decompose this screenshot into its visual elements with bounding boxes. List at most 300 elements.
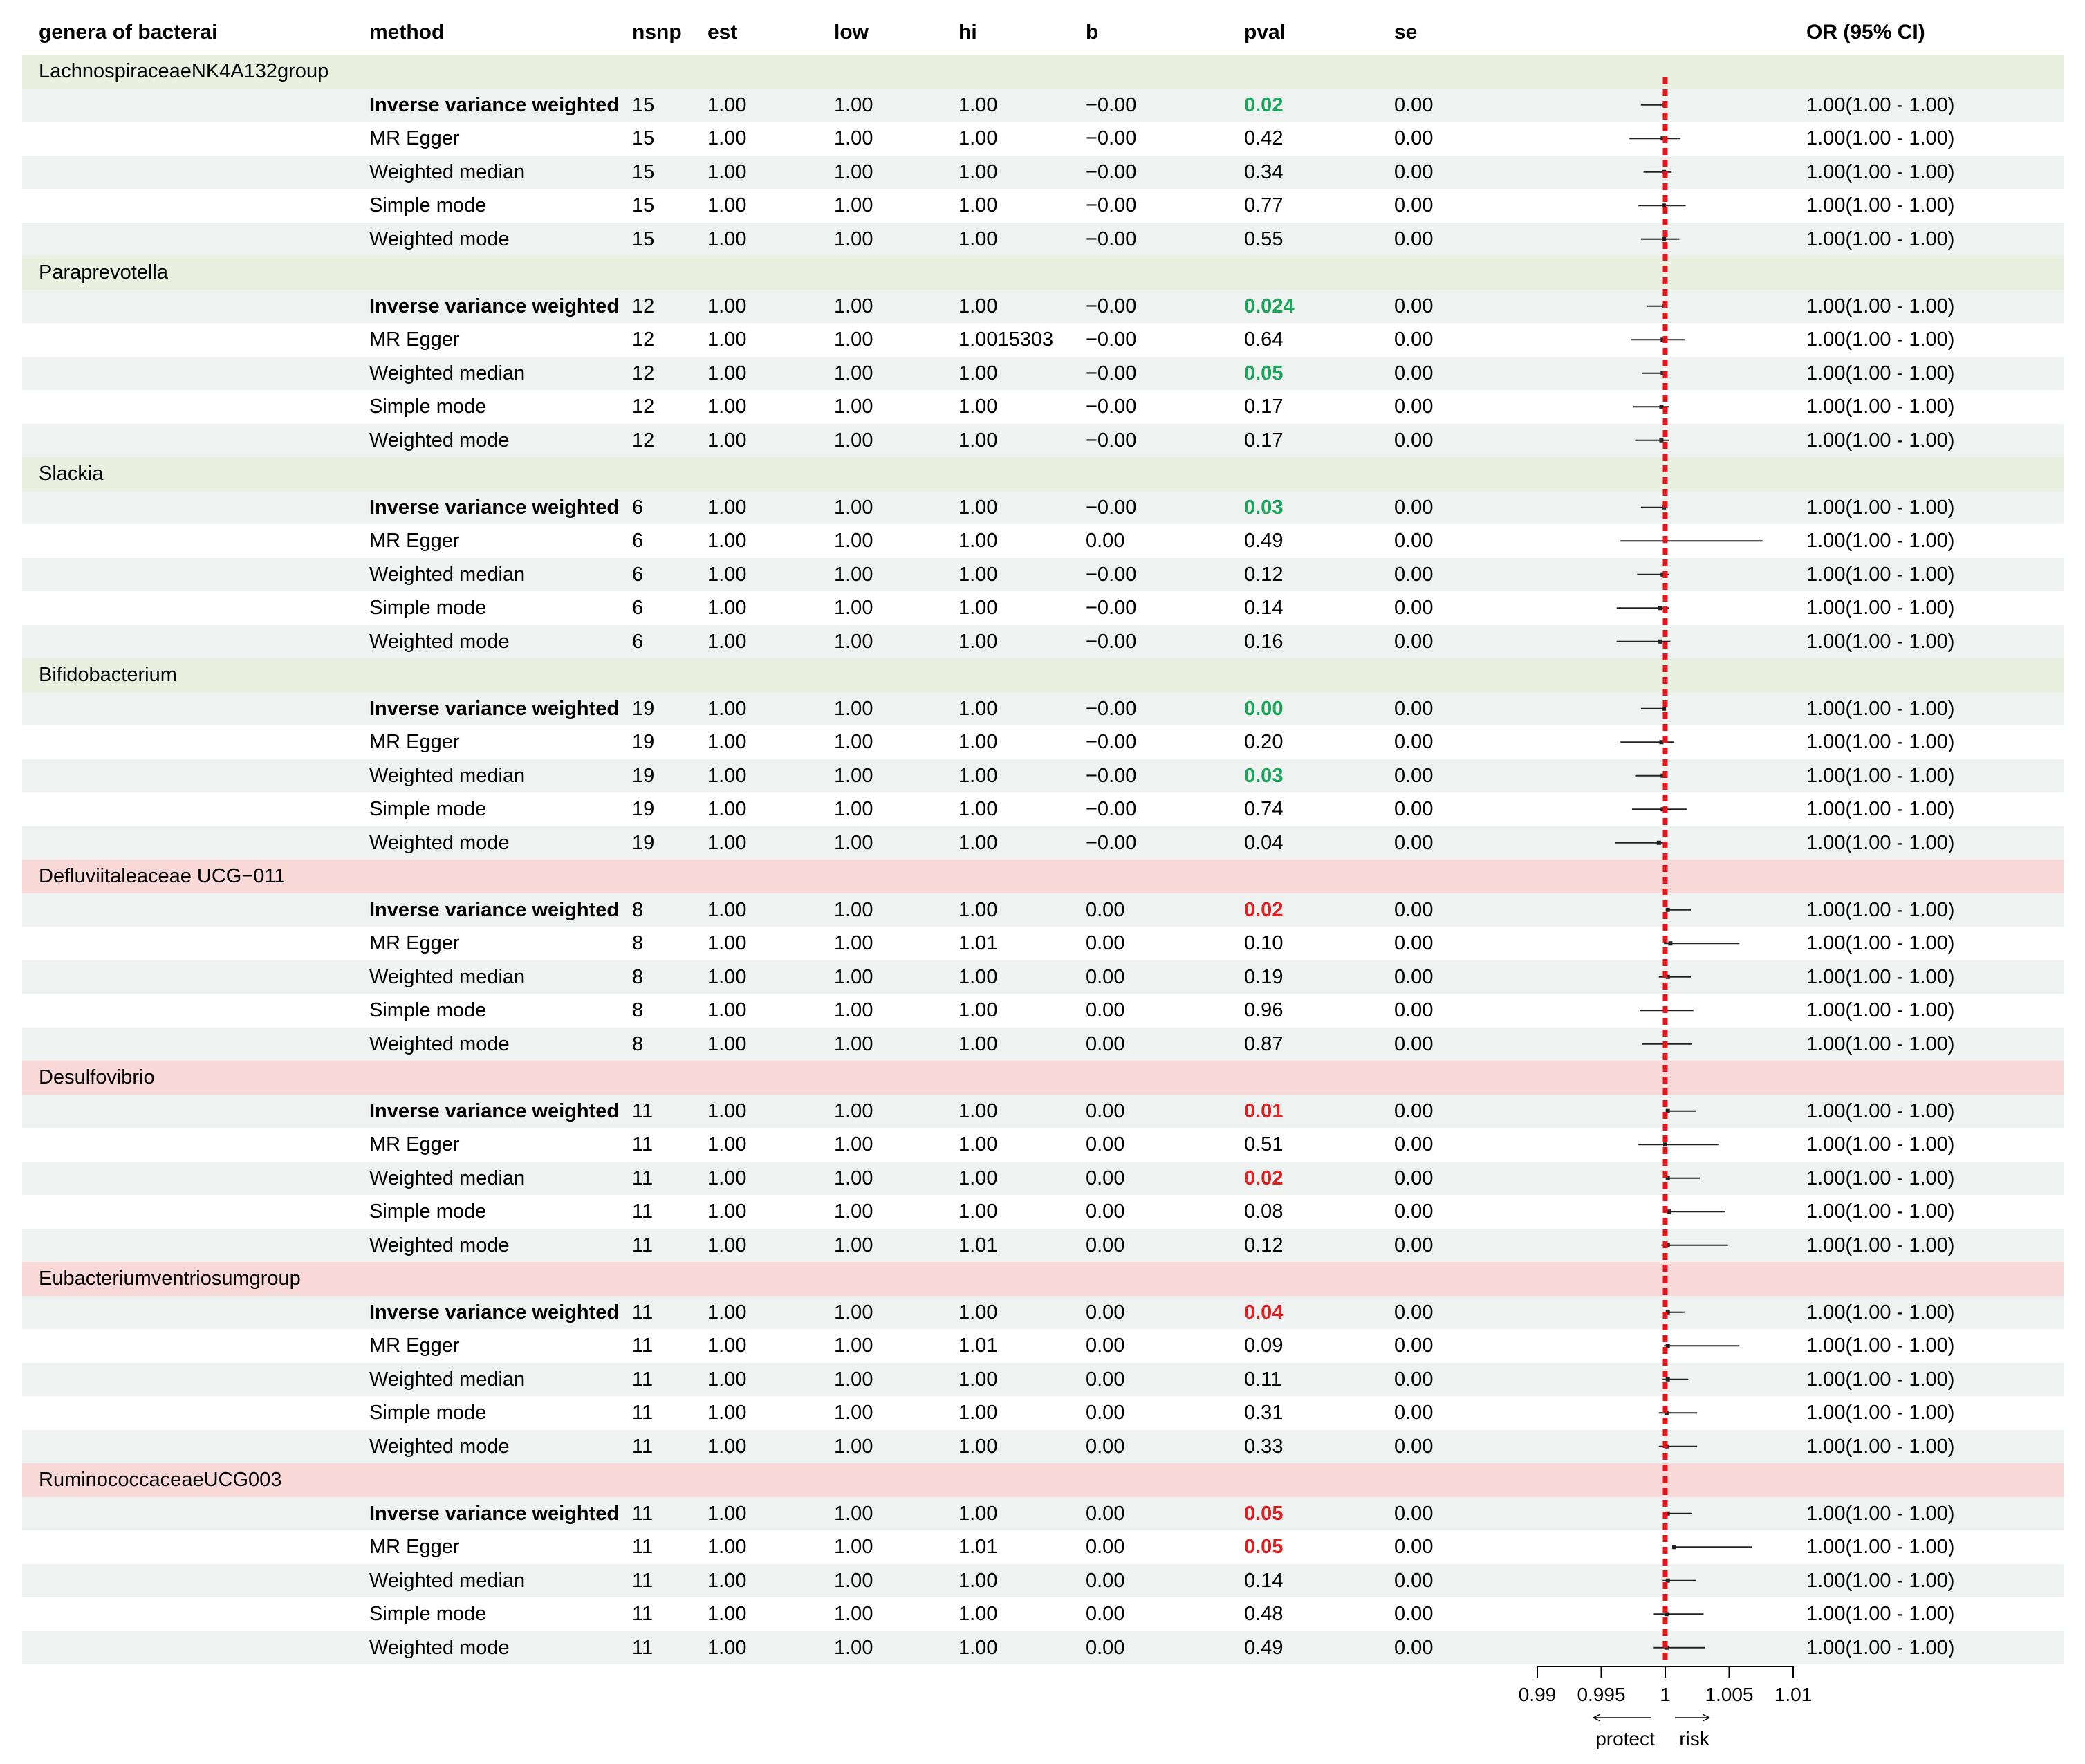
hi-cell: 1.00 <box>958 228 998 250</box>
b-cell: −0.00 <box>1086 496 1137 519</box>
method-cell: Simple mode <box>369 396 487 418</box>
nsnp-cell: 11 <box>632 1569 654 1592</box>
se-cell: 0.00 <box>1394 563 1434 586</box>
nsnp-cell: 11 <box>632 1099 654 1122</box>
b-cell: 0.00 <box>1086 1234 1125 1256</box>
method-cell: Weighted mode <box>369 1032 510 1055</box>
hi-cell: 1.00 <box>958 563 998 586</box>
low-cell: 1.00 <box>834 362 873 384</box>
genus-label: Bifidobacterium <box>39 664 177 686</box>
method-cell: Simple mode <box>369 999 487 1021</box>
pval-cell: 0.16 <box>1244 630 1284 653</box>
x-tick-label: 0.99 <box>1518 1684 1557 1705</box>
nsnp-cell: 15 <box>632 194 655 216</box>
se-cell: 0.00 <box>1394 496 1434 519</box>
low-cell: 1.00 <box>834 831 873 854</box>
hi-cell: 1.00 <box>958 1402 998 1424</box>
x-tick-label: 1 <box>1660 1684 1671 1705</box>
hi-cell: 1.00 <box>958 496 998 519</box>
method-cell: Simple mode <box>369 597 487 619</box>
hi-cell: 1.00 <box>958 764 998 787</box>
b-cell: −0.00 <box>1086 697 1137 720</box>
pval-cell: 0.87 <box>1244 1032 1284 1055</box>
or-cell: 1.00(1.00 - 1.00) <box>1806 1636 1955 1659</box>
est-cell: 1.00 <box>707 1636 747 1659</box>
pval-cell: 0.34 <box>1244 160 1284 183</box>
est-cell: 1.00 <box>707 127 747 149</box>
pval-cell: 0.05 <box>1244 1502 1284 1525</box>
nsnp-cell: 12 <box>632 396 655 418</box>
se-cell: 0.00 <box>1394 1368 1434 1391</box>
or-cell: 1.00(1.00 - 1.00) <box>1806 697 1955 720</box>
low-cell: 1.00 <box>834 1099 873 1122</box>
est-cell: 1.00 <box>707 1502 747 1525</box>
nsnp-cell: 11 <box>632 1402 654 1424</box>
genus-label: Paraprevotella <box>39 261 168 284</box>
method-cell: MR Egger <box>369 530 460 552</box>
x-tick-label: 1.005 <box>1705 1684 1754 1705</box>
low-cell: 1.00 <box>834 228 873 250</box>
b-cell: 0.00 <box>1086 1435 1125 1458</box>
nsnp-cell: 15 <box>632 228 655 250</box>
method-cell: MR Egger <box>369 1335 460 1357</box>
point-estimate <box>1663 1142 1667 1146</box>
nsnp-cell: 8 <box>632 999 644 1021</box>
method-cell: Weighted median <box>369 1167 526 1189</box>
est-cell: 1.00 <box>707 1536 747 1558</box>
se-cell: 0.00 <box>1394 429 1434 452</box>
or-cell: 1.00(1.00 - 1.00) <box>1806 831 1955 854</box>
pval-cell: 0.02 <box>1244 93 1284 116</box>
nsnp-cell: 8 <box>632 1032 644 1055</box>
se-cell: 0.00 <box>1394 1167 1434 1189</box>
nsnp-cell: 12 <box>632 328 655 351</box>
pval-cell: 0.17 <box>1244 429 1284 452</box>
or-cell: 1.00(1.00 - 1.00) <box>1806 295 1955 317</box>
pval-cell: 0.64 <box>1244 328 1284 351</box>
point-estimate <box>1662 237 1666 241</box>
se-cell: 0.00 <box>1394 1603 1434 1625</box>
se-cell: 0.00 <box>1394 93 1434 116</box>
method-cell: Weighted median <box>369 764 526 787</box>
or-cell: 1.00(1.00 - 1.00) <box>1806 1368 1955 1391</box>
b-cell: 0.00 <box>1086 530 1125 552</box>
est-cell: 1.00 <box>707 597 747 619</box>
est-cell: 1.00 <box>707 1402 747 1424</box>
hi-cell: 1.00 <box>958 160 998 183</box>
hi-cell: 1.01 <box>958 932 998 954</box>
hi-cell: 1.00 <box>958 597 998 619</box>
pval-cell: 0.33 <box>1244 1435 1284 1458</box>
protect-label: protect <box>1595 1728 1655 1749</box>
method-cell: Weighted median <box>369 563 526 586</box>
low-cell: 1.00 <box>834 731 873 753</box>
hi-cell: 1.00 <box>958 731 998 753</box>
nsnp-cell: 19 <box>632 764 655 787</box>
se-cell: 0.00 <box>1394 999 1434 1021</box>
pval-cell: 0.42 <box>1244 127 1284 149</box>
or-cell: 1.00(1.00 - 1.00) <box>1806 1502 1955 1525</box>
b-cell: 0.00 <box>1086 1402 1125 1424</box>
b-cell: −0.00 <box>1086 127 1137 149</box>
hi-cell: 1.00 <box>958 999 998 1021</box>
se-cell: 0.00 <box>1394 1133 1434 1155</box>
b-cell: −0.00 <box>1086 630 1137 653</box>
hi-cell: 1.01 <box>958 1335 998 1357</box>
pval-cell: 0.01 <box>1244 1099 1284 1122</box>
method-cell: Weighted median <box>369 362 526 384</box>
b-cell: 0.00 <box>1086 999 1125 1021</box>
est-cell: 1.00 <box>707 1301 747 1324</box>
nsnp-cell: 12 <box>632 295 655 317</box>
b-cell: 0.00 <box>1086 1200 1125 1223</box>
hi-cell: 1.00 <box>958 530 998 552</box>
est-cell: 1.00 <box>707 1335 747 1357</box>
or-cell: 1.00(1.00 - 1.00) <box>1806 1402 1955 1424</box>
se-cell: 0.00 <box>1394 328 1434 351</box>
low-cell: 1.00 <box>834 1435 873 1458</box>
est-cell: 1.00 <box>707 697 747 720</box>
pval-cell: 0.08 <box>1244 1200 1284 1223</box>
low-cell: 1.00 <box>834 1536 873 1558</box>
se-cell: 0.00 <box>1394 798 1434 820</box>
point-estimate <box>1668 941 1672 945</box>
nsnp-cell: 6 <box>632 630 644 653</box>
nsnp-cell: 11 <box>632 1502 654 1525</box>
nsnp-cell: 11 <box>632 1536 654 1558</box>
hi-cell: 1.00 <box>958 965 998 988</box>
hi-cell: 1.00 <box>958 1636 998 1659</box>
b-cell: 0.00 <box>1086 898 1125 921</box>
hi-cell: 1.00 <box>958 1603 998 1625</box>
pval-cell: 0.12 <box>1244 1234 1284 1256</box>
header-method: method <box>369 21 445 44</box>
se-cell: 0.00 <box>1394 1234 1434 1256</box>
low-cell: 1.00 <box>834 1368 873 1391</box>
method-cell: Weighted median <box>369 1569 526 1592</box>
or-cell: 1.00(1.00 - 1.00) <box>1806 1301 1955 1324</box>
pval-cell: 0.04 <box>1244 1301 1284 1324</box>
b-cell: −0.00 <box>1086 328 1137 351</box>
se-cell: 0.00 <box>1394 1502 1434 1525</box>
genus-label: Slackia <box>39 463 104 485</box>
se-cell: 0.00 <box>1394 127 1434 149</box>
nsnp-cell: 19 <box>632 731 655 753</box>
point-estimate <box>1672 1545 1676 1549</box>
low-cell: 1.00 <box>834 1301 873 1324</box>
b-cell: 0.00 <box>1086 1636 1125 1659</box>
method-cell: MR Egger <box>369 127 460 149</box>
method-cell: Weighted median <box>369 965 526 988</box>
nsnp-cell: 19 <box>632 697 655 720</box>
low-cell: 1.00 <box>834 1569 873 1592</box>
b-cell: 0.00 <box>1086 1133 1125 1155</box>
nsnp-cell: 8 <box>632 965 644 988</box>
hi-cell: 1.00 <box>958 396 998 418</box>
pval-cell: 0.49 <box>1244 1636 1284 1659</box>
nsnp-cell: 11 <box>632 1603 654 1625</box>
se-cell: 0.00 <box>1394 1536 1434 1558</box>
hi-cell: 1.00 <box>958 93 998 116</box>
est-cell: 1.00 <box>707 1234 747 1256</box>
or-cell: 1.00(1.00 - 1.00) <box>1806 1032 1955 1055</box>
low-cell: 1.00 <box>834 1603 873 1625</box>
se-cell: 0.00 <box>1394 1200 1434 1223</box>
or-cell: 1.00(1.00 - 1.00) <box>1806 127 1955 149</box>
pval-cell: 0.03 <box>1244 496 1284 519</box>
hi-cell: 1.00 <box>958 1301 998 1324</box>
se-cell: 0.00 <box>1394 764 1434 787</box>
hi-cell: 1.00 <box>958 194 998 216</box>
point-estimate <box>1659 438 1663 443</box>
est-cell: 1.00 <box>707 898 747 921</box>
or-cell: 1.00(1.00 - 1.00) <box>1806 731 1955 753</box>
se-cell: 0.00 <box>1394 697 1434 720</box>
header-genus: genera of bacterai <box>39 21 218 44</box>
se-cell: 0.00 <box>1394 965 1434 988</box>
nsnp-cell: 19 <box>632 831 655 854</box>
est-cell: 1.00 <box>707 1368 747 1391</box>
method-cell: Simple mode <box>369 194 487 216</box>
nsnp-cell: 11 <box>632 1167 654 1189</box>
hi-cell: 1.00 <box>958 831 998 854</box>
method-cell: Weighted mode <box>369 1435 510 1458</box>
b-cell: 0.00 <box>1086 1368 1125 1391</box>
genus-label: Eubacteriumventriosumgroup <box>39 1268 301 1290</box>
b-cell: 0.00 <box>1086 1569 1125 1592</box>
low-cell: 1.00 <box>834 1200 873 1223</box>
pval-cell: 0.17 <box>1244 396 1284 418</box>
low-cell: 1.00 <box>834 93 873 116</box>
or-cell: 1.00(1.00 - 1.00) <box>1806 429 1955 452</box>
nsnp-cell: 11 <box>632 1368 654 1391</box>
hi-cell: 1.00 <box>958 1435 998 1458</box>
est-cell: 1.00 <box>707 396 747 418</box>
hi-cell: 1.00 <box>958 1200 998 1223</box>
genus-label: RuminococcaceaeUCG003 <box>39 1469 282 1491</box>
est-cell: 1.00 <box>707 93 747 116</box>
est-cell: 1.00 <box>707 798 747 820</box>
low-cell: 1.00 <box>834 127 873 149</box>
se-cell: 0.00 <box>1394 1435 1434 1458</box>
or-cell: 1.00(1.00 - 1.00) <box>1806 1536 1955 1558</box>
pval-cell: 0.04 <box>1244 831 1284 854</box>
point-estimate <box>1657 841 1661 845</box>
b-cell: −0.00 <box>1086 798 1137 820</box>
low-cell: 1.00 <box>834 295 873 317</box>
low-cell: 1.00 <box>834 999 873 1021</box>
b-cell: −0.00 <box>1086 429 1137 452</box>
or-cell: 1.00(1.00 - 1.00) <box>1806 563 1955 586</box>
b-cell: 0.00 <box>1086 932 1125 954</box>
point-estimate <box>1658 640 1662 644</box>
nsnp-cell: 8 <box>632 898 644 921</box>
est-cell: 1.00 <box>707 1167 747 1189</box>
se-cell: 0.00 <box>1394 1569 1434 1592</box>
hi-cell: 1.00 <box>958 1368 998 1391</box>
nsnp-cell: 11 <box>632 1435 654 1458</box>
hi-cell: 1.00 <box>958 362 998 384</box>
nsnp-cell: 6 <box>632 597 644 619</box>
hi-cell: 1.00 <box>958 898 998 921</box>
method-cell: Simple mode <box>369 1402 487 1424</box>
pval-cell: 0.20 <box>1244 731 1284 753</box>
nsnp-cell: 6 <box>632 496 644 519</box>
method-cell: MR Egger <box>369 328 460 351</box>
or-cell: 1.00(1.00 - 1.00) <box>1806 1435 1955 1458</box>
low-cell: 1.00 <box>834 630 873 653</box>
b-cell: 0.00 <box>1086 965 1125 988</box>
est-cell: 1.00 <box>707 1099 747 1122</box>
nsnp-cell: 12 <box>632 429 655 452</box>
se-cell: 0.00 <box>1394 731 1434 753</box>
hi-cell: 1.00 <box>958 1133 998 1155</box>
low-cell: 1.00 <box>834 496 873 519</box>
est-cell: 1.00 <box>707 194 747 216</box>
or-cell: 1.00(1.00 - 1.00) <box>1806 328 1955 351</box>
low-cell: 1.00 <box>834 1502 873 1525</box>
point-estimate <box>1658 606 1662 610</box>
nsnp-cell: 6 <box>632 530 644 552</box>
low-cell: 1.00 <box>834 1636 873 1659</box>
b-cell: −0.00 <box>1086 731 1137 753</box>
hi-cell: 1.00 <box>958 630 998 653</box>
method-cell: MR Egger <box>369 731 460 753</box>
est-cell: 1.00 <box>707 295 747 317</box>
est-cell: 1.00 <box>707 965 747 988</box>
method-cell: Inverse variance weighted <box>369 1301 620 1324</box>
nsnp-cell: 11 <box>632 1636 654 1659</box>
or-cell: 1.00(1.00 - 1.00) <box>1806 965 1955 988</box>
est-cell: 1.00 <box>707 1200 747 1223</box>
b-cell: −0.00 <box>1086 396 1137 418</box>
or-cell: 1.00(1.00 - 1.00) <box>1806 932 1955 954</box>
low-cell: 1.00 <box>834 328 873 351</box>
low-cell: 1.00 <box>834 798 873 820</box>
hi-cell: 1.01 <box>958 1234 998 1256</box>
nsnp-cell: 12 <box>632 362 655 384</box>
pval-cell: 0.48 <box>1244 1603 1284 1625</box>
method-cell: Inverse variance weighted <box>369 1099 620 1122</box>
b-cell: 0.00 <box>1086 1099 1125 1122</box>
method-cell: Weighted mode <box>369 1636 510 1659</box>
or-cell: 1.00(1.00 - 1.00) <box>1806 194 1955 216</box>
low-cell: 1.00 <box>834 965 873 988</box>
genus-label: Defluviitaleaceae UCG−011 <box>39 865 286 887</box>
method-cell: Inverse variance weighted <box>369 496 620 519</box>
low-cell: 1.00 <box>834 697 873 720</box>
or-cell: 1.00(1.00 - 1.00) <box>1806 1099 1955 1122</box>
se-cell: 0.00 <box>1394 932 1434 954</box>
b-cell: −0.00 <box>1086 831 1137 854</box>
se-cell: 0.00 <box>1394 1636 1434 1659</box>
b-cell: 0.00 <box>1086 1167 1125 1189</box>
b-cell: 0.00 <box>1086 1335 1125 1357</box>
or-cell: 1.00(1.00 - 1.00) <box>1806 530 1955 552</box>
est-cell: 1.00 <box>707 764 747 787</box>
est-cell: 1.00 <box>707 1435 747 1458</box>
pval-cell: 0.02 <box>1244 1167 1284 1189</box>
pval-cell: 0.02 <box>1244 898 1284 921</box>
b-cell: −0.00 <box>1086 362 1137 384</box>
or-cell: 1.00(1.00 - 1.00) <box>1806 1569 1955 1592</box>
nsnp-cell: 8 <box>632 932 644 954</box>
nsnp-cell: 15 <box>632 127 655 149</box>
nsnp-cell: 11 <box>632 1200 654 1223</box>
genus-label: Desulfovibrio <box>39 1066 155 1088</box>
x-tick-label: 1.01 <box>1774 1684 1813 1705</box>
nsnp-cell: 11 <box>632 1335 654 1357</box>
method-cell: Weighted mode <box>369 831 510 854</box>
se-cell: 0.00 <box>1394 831 1434 854</box>
hi-cell: 1.00 <box>958 429 998 452</box>
b-cell: 0.00 <box>1086 1603 1125 1625</box>
low-cell: 1.00 <box>834 429 873 452</box>
x-tick-label: 0.995 <box>1577 1684 1626 1705</box>
method-cell: MR Egger <box>369 1133 460 1155</box>
or-cell: 1.00(1.00 - 1.00) <box>1806 228 1955 250</box>
pval-cell: 0.55 <box>1244 228 1284 250</box>
pval-cell: 0.00 <box>1244 697 1284 720</box>
or-cell: 1.00(1.00 - 1.00) <box>1806 630 1955 653</box>
point-estimate <box>1666 908 1670 912</box>
se-cell: 0.00 <box>1394 1402 1434 1424</box>
pval-cell: 0.19 <box>1244 965 1284 988</box>
low-cell: 1.00 <box>834 1133 873 1155</box>
est-cell: 1.00 <box>707 328 747 351</box>
b-cell: −0.00 <box>1086 295 1137 317</box>
method-cell: Weighted median <box>369 160 526 183</box>
method-cell: Weighted mode <box>369 1234 510 1256</box>
point-estimate <box>1665 1612 1669 1616</box>
low-cell: 1.00 <box>834 898 873 921</box>
header-nsnp: nsnp <box>632 21 682 44</box>
est-cell: 1.00 <box>707 731 747 753</box>
or-cell: 1.00(1.00 - 1.00) <box>1806 362 1955 384</box>
se-cell: 0.00 <box>1394 1032 1434 1055</box>
hi-cell: 1.00 <box>958 295 998 317</box>
method-cell: Inverse variance weighted <box>369 93 620 116</box>
hi-cell: 1.00 <box>958 1569 998 1592</box>
se-cell: 0.00 <box>1394 396 1434 418</box>
est-cell: 1.00 <box>707 999 747 1021</box>
nsnp-cell: 11 <box>632 1234 654 1256</box>
se-cell: 0.00 <box>1394 597 1434 619</box>
or-cell: 1.00(1.00 - 1.00) <box>1806 93 1955 116</box>
pval-cell: 0.09 <box>1244 1335 1284 1357</box>
est-cell: 1.00 <box>707 160 747 183</box>
nsnp-cell: 19 <box>632 798 655 820</box>
b-cell: 0.00 <box>1086 1301 1125 1324</box>
pval-cell: 0.77 <box>1244 194 1284 216</box>
hi-cell: 1.00 <box>958 1502 998 1525</box>
pval-cell: 0.14 <box>1244 597 1284 619</box>
method-cell: Weighted mode <box>369 630 510 653</box>
or-cell: 1.00(1.00 - 1.00) <box>1806 764 1955 787</box>
se-cell: 0.00 <box>1394 630 1434 653</box>
low-cell: 1.00 <box>834 764 873 787</box>
low-cell: 1.00 <box>834 1234 873 1256</box>
est-cell: 1.00 <box>707 362 747 384</box>
est-cell: 1.00 <box>707 1569 747 1592</box>
or-cell: 1.00(1.00 - 1.00) <box>1806 1234 1955 1256</box>
b-cell: −0.00 <box>1086 160 1137 183</box>
header-low: low <box>834 21 869 44</box>
hi-cell: 1.00 <box>958 1032 998 1055</box>
point-estimate <box>1666 1579 1670 1583</box>
b-cell: −0.00 <box>1086 764 1137 787</box>
nsnp-cell: 11 <box>632 1133 654 1155</box>
